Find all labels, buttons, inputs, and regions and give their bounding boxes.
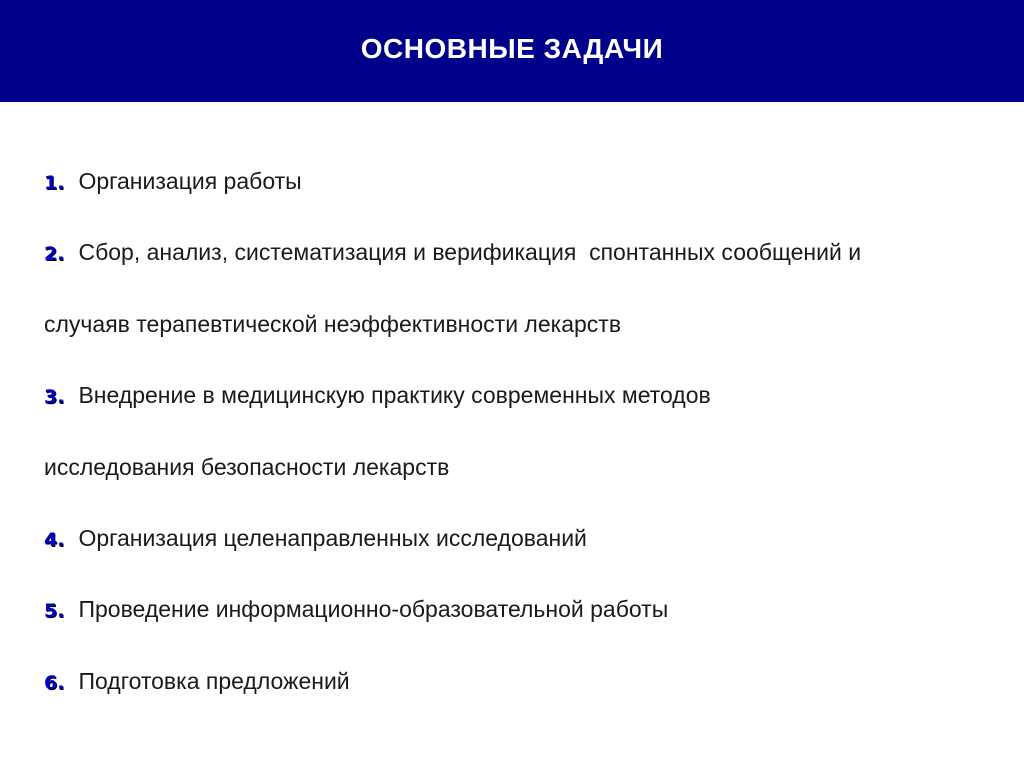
list-item-text: Подготовка предложений: [78, 668, 350, 694]
list-item-text: исследования безопасности лекарств: [44, 454, 450, 480]
list-item-text: Организация целенаправленных исследований: [78, 525, 587, 551]
list-item-text: Сбор, анализ, систематизация и верификация спонтанных сообщений и: [78, 239, 862, 265]
list-item-continuation: [44, 456, 449, 479]
list-item: [44, 241, 861, 264]
list-item: [44, 670, 350, 693]
list-item: [44, 527, 587, 550]
list-item: [44, 170, 302, 193]
page-title: ОСНОВНЫЕ ЗАДАЧИ: [360, 33, 664, 64]
list-item-text: случаяв терапевтической неэффективности лекарств: [44, 311, 622, 337]
list-item-text: Внедрение в медицинскую практику современных методов: [78, 382, 711, 408]
list-item-number: 4.: [44, 529, 65, 551]
list-item-text: Проведение информационно-образовательной работы: [78, 596, 669, 622]
list-item-continuation: [44, 313, 621, 336]
list-item: [44, 598, 668, 621]
list-item-number: 5.: [44, 600, 65, 622]
list-item-number: 3.: [44, 386, 65, 408]
list-item-number: 2.: [44, 243, 65, 265]
list-item-text: Организация работы: [78, 168, 302, 194]
list-item-number: 6.: [44, 672, 65, 694]
list-item-number: 1.: [44, 172, 65, 194]
list-item: [44, 384, 711, 407]
